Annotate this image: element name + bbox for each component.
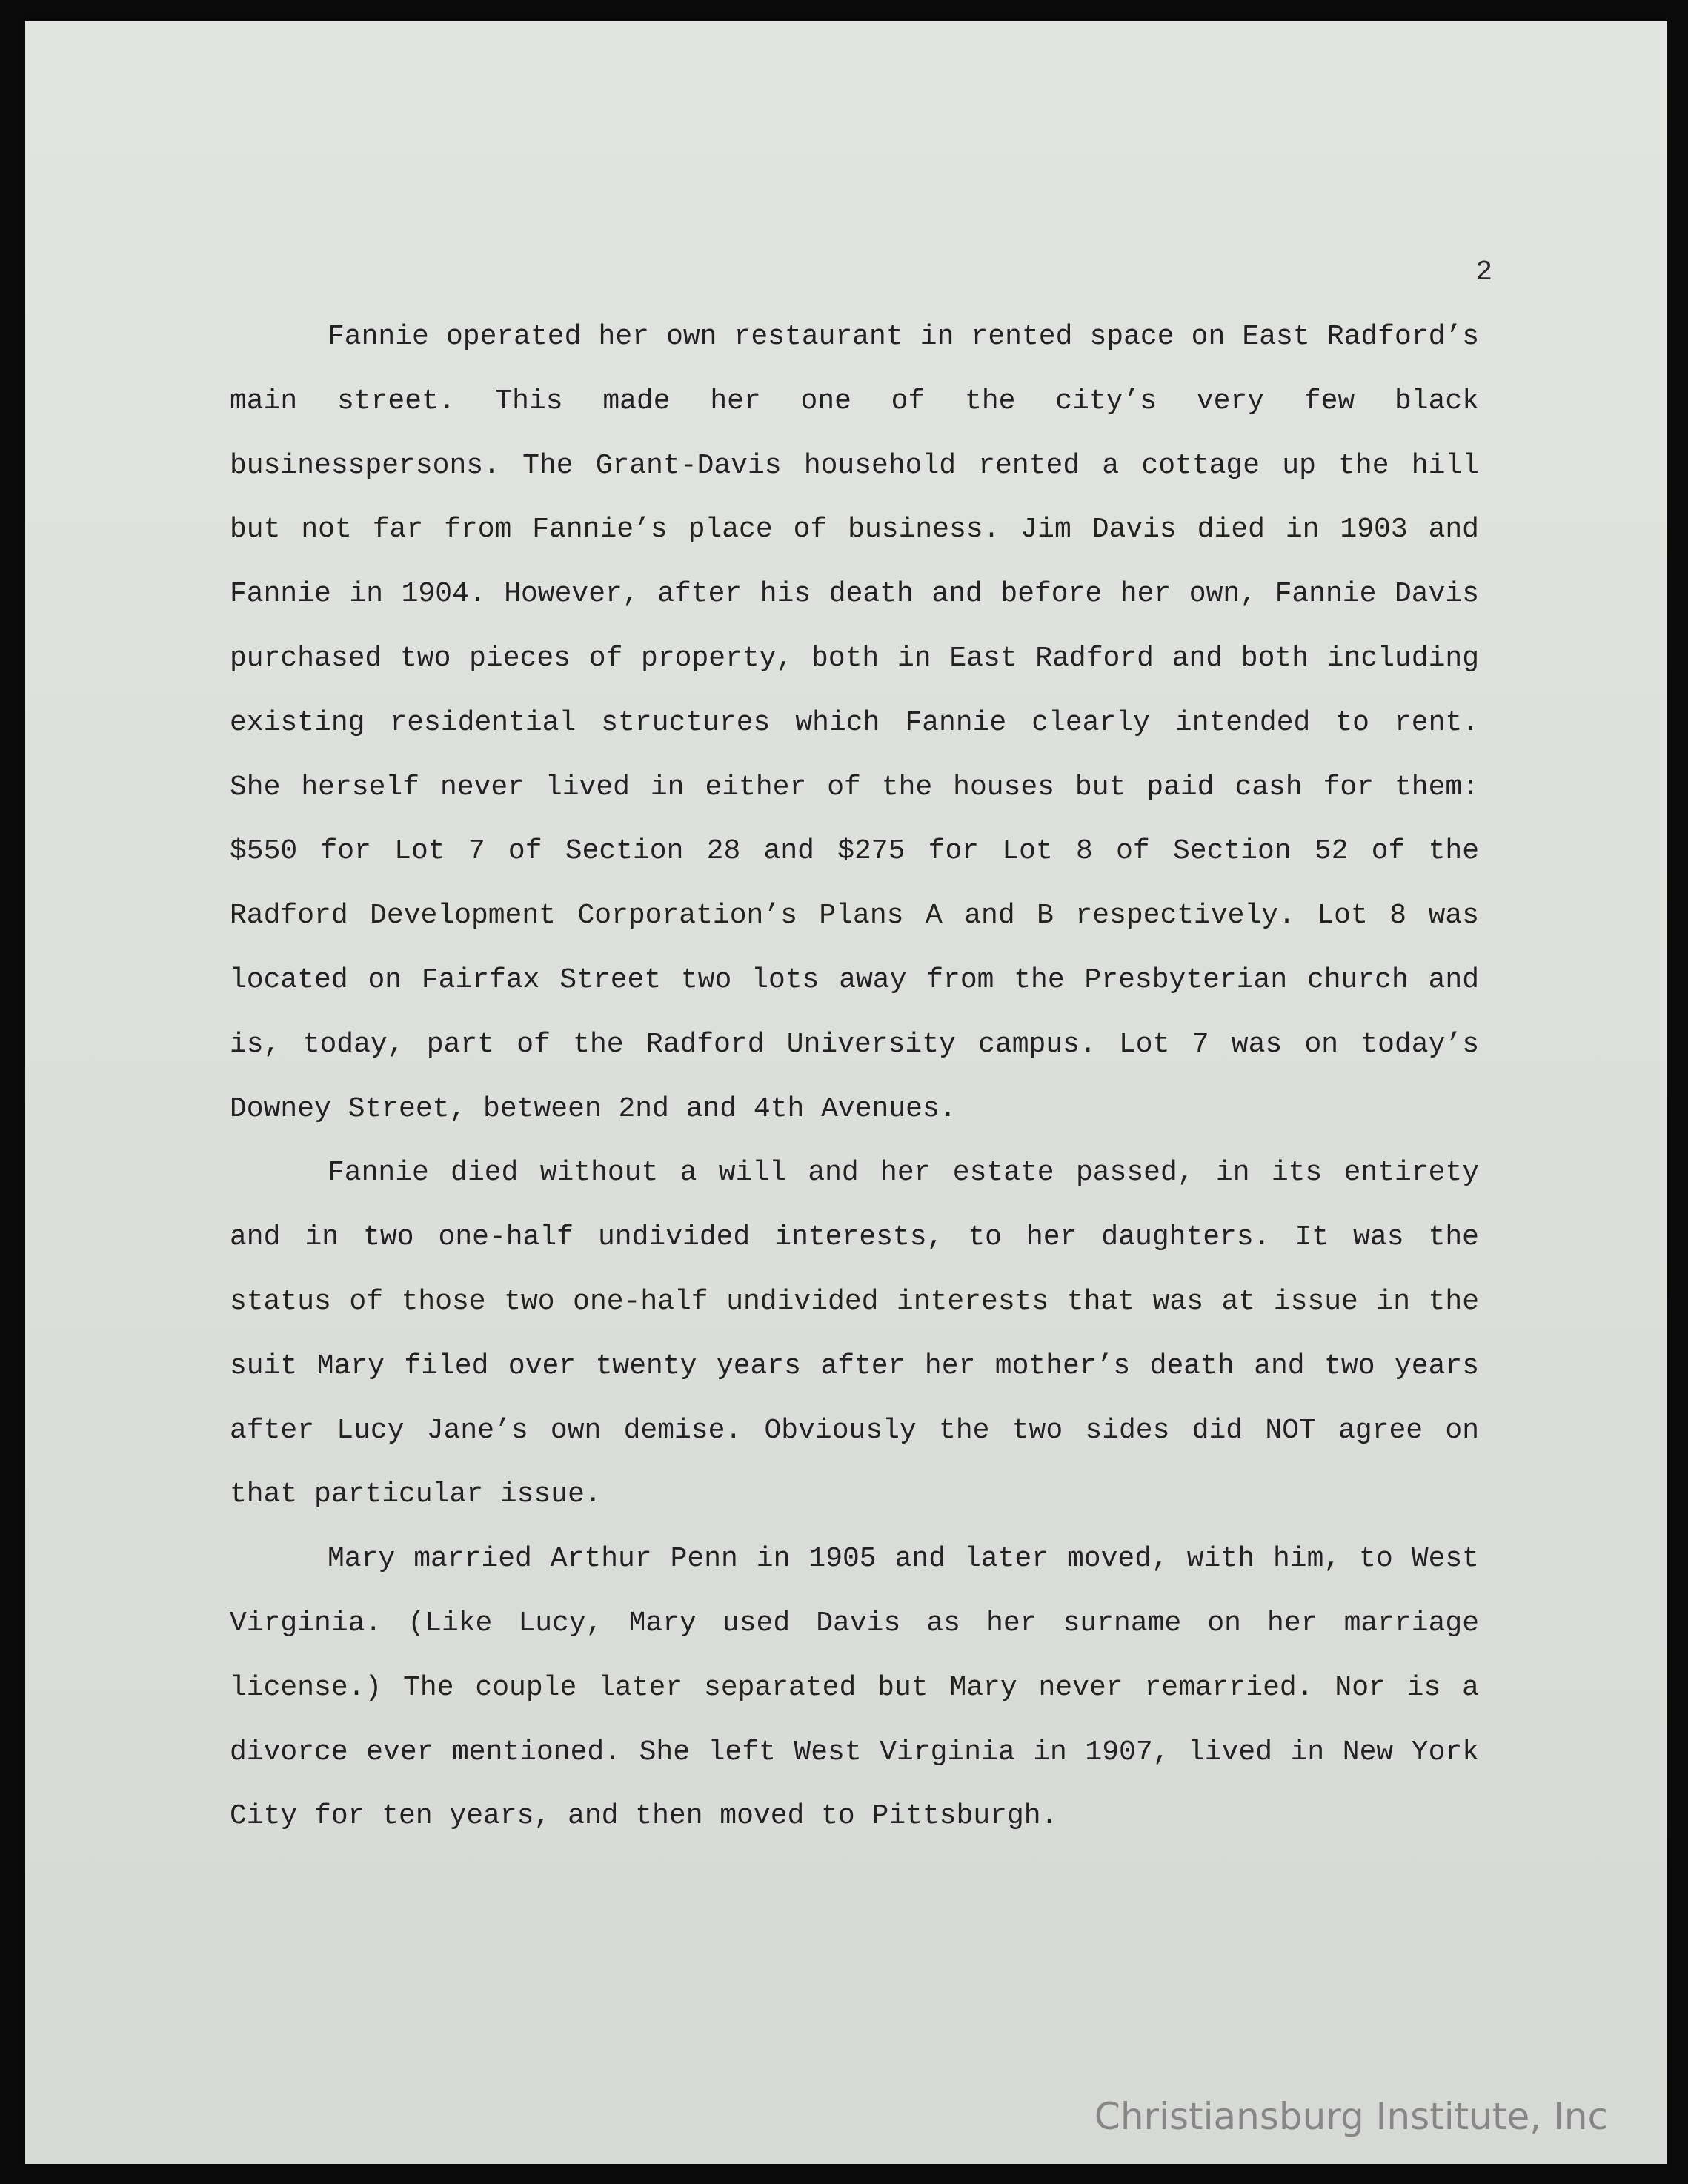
document-page [25,21,1667,2164]
paragraph: Fannie died without a will and her estate passed, in its entirety and in two one-half undivided interests, to her daughters. It was the status of those two one-half undivided interests that was at issue in the suit Mary filed over twenty years after her mother’s death and two years after Lucy Jane’s own demise. Obviously the two sides did NOT agree on that particular issue. [230,1157,1479,1511]
paragraph: Mary married Arthur Penn in 1905 and later moved, with him, to West Virginia. (Like Lucy, Mary used Davis as her surname on her marriage license.) The couple later separated but Mary never remarried. Nor is a divorce ever mentioned. She left West Virginia in 1907, lived in New York City for ten years, and then moved to Pittsburgh. [230,1543,1479,1833]
watermark: Christiansburg Institute, Inc [1094,2095,1608,2138]
paragraph: Fannie operated her own restaurant in rented space on East Radford’s main street. This made her one of the city’s very few black businesspersons. The Grant-Davis household rented a cottage up the hill but not far from Fannie’s place of business. Jim Davis died in 1903 and Fannie in 1904. However, after his death and before her own, Fannie Davis purchased two pieces of property, both in East Radford and both including existing residential structures which Fannie clearly intended to rent. She herself never lived in either of the houses but paid cash for them: $550 for Lot 7 of Section 28 and $275 for Lot 8 of Section 52 of the Radford Development Corporation’s Plans A and B respectively. Lot 8 was located on Fairfax Street two lots away from the Presbyterian church and is, today, part of the Radford University campus. Lot 7 was on today’s Downey Street, between 2nd and 4th Avenues. [230,321,1479,1125]
body-text [230,305,1479,1849]
page-number: 2 [1475,256,1492,288]
